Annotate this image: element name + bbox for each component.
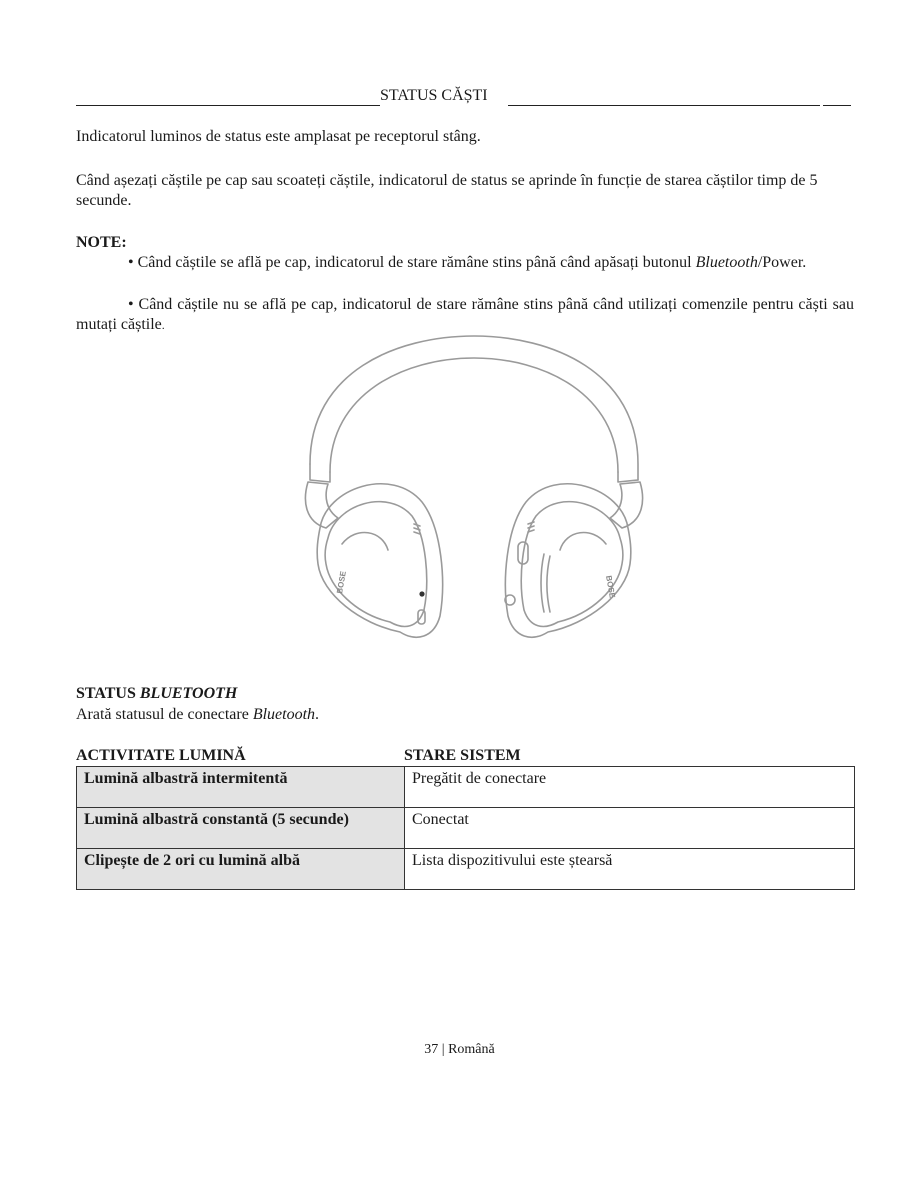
header-title: STATUS CĂȘTI (380, 87, 488, 104)
bluetooth-desc-text: Arată statusul de conectare (76, 706, 253, 723)
headphones-illustration (296, 332, 652, 644)
note-2 (76, 295, 854, 335)
activity-cell: Lumină albastră constantă (5 secunde) (77, 808, 405, 849)
page-header (76, 86, 851, 106)
bluetooth-status-description (76, 705, 319, 725)
bluetooth-desc-end: . (315, 706, 320, 723)
header-rule-right (508, 105, 820, 106)
note-1-text: • Când căștile se află pe cap, indicatorul de stare rămâne stins până când apăsați butonul (128, 254, 696, 271)
note-1 (76, 253, 854, 273)
table-row (77, 849, 855, 890)
note-1-bluetooth: Bluetooth (695, 254, 758, 271)
headband-inner (330, 358, 618, 472)
right-earcup (505, 484, 630, 637)
intro-paragraph-2: Când așezați căștile pe cap sau scoateți căștile, indicatorul de status se aprinde în funcție de starea căștilor timp de 5 secunde. (76, 172, 818, 209)
note-1-power: /Power. (757, 254, 807, 271)
column-header-state: STARE SISTEM (404, 747, 521, 764)
state-cell: Conectat (405, 808, 855, 849)
bluetooth-status-heading (76, 684, 237, 704)
activity-cell: Clipește de 2 ori cu lumină albă (77, 849, 405, 890)
table-row (77, 767, 855, 808)
header-rule-end (823, 105, 851, 106)
page-footer: 37 | Română (424, 1042, 495, 1057)
table-row (77, 808, 855, 849)
activity-cell: Lumină albastră intermitentă (77, 767, 405, 808)
left-earcup (317, 484, 442, 637)
left-led (419, 591, 424, 596)
note-2-period: . (161, 318, 165, 332)
bluetooth-heading-plain: STATUS (76, 685, 140, 702)
state-cell: Lista dispozitivului este ștearsă (405, 849, 855, 890)
left-brand-logo: BOSE (335, 570, 348, 595)
status-table (76, 766, 855, 890)
column-header-activity: ACTIVITATE LUMINĂ (76, 747, 246, 764)
notes-heading: NOTE: (76, 234, 127, 251)
right-brand-logo: BOSE (604, 574, 617, 599)
note-2-text: • Când căștile nu se află pe cap, indicatorul de stare rămâne stins până când utilizați comenzile pentru căști sau mutați căștile (76, 296, 854, 333)
state-cell: Pregătit de conectare (405, 767, 855, 808)
header-rule-left (76, 105, 380, 106)
bluetooth-heading-italic: BLUETOOTH (139, 685, 238, 702)
bluetooth-desc-italic: Bluetooth (252, 706, 316, 723)
intro-paragraph-1: Indicatorul luminos de status este amplasat pe receptorul stâng. (76, 128, 481, 145)
